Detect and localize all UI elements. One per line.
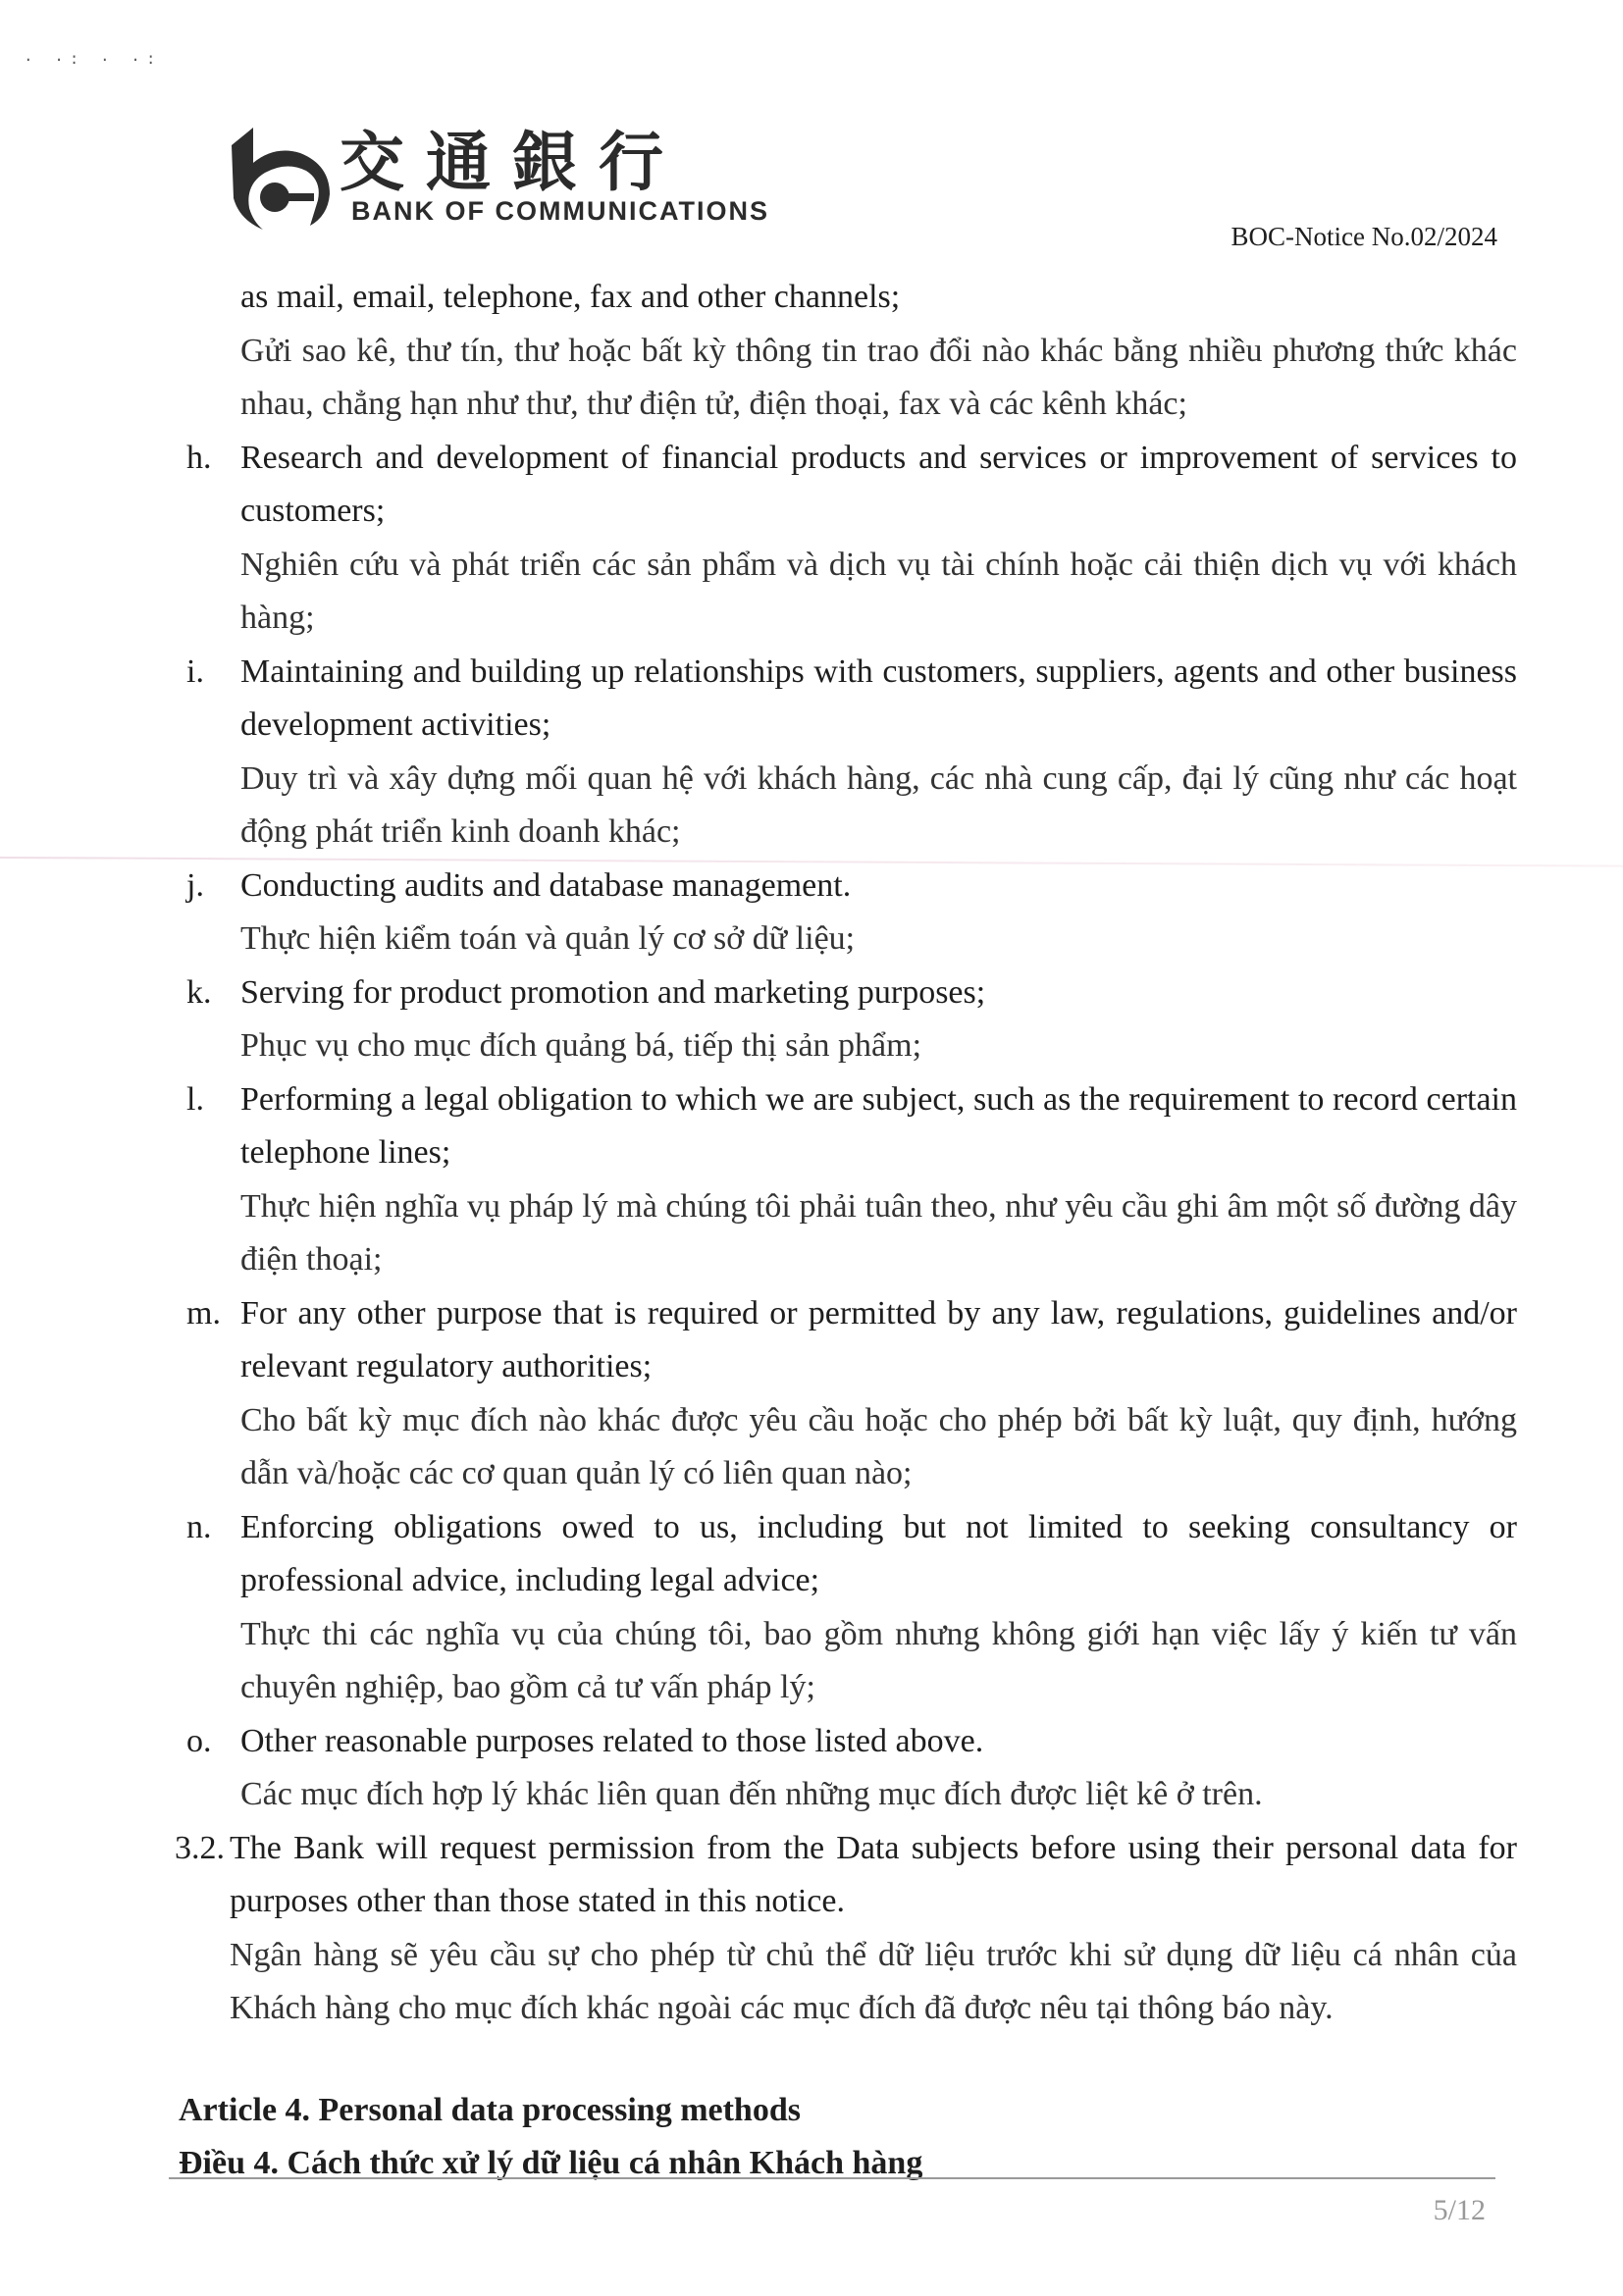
item-text-vi: Thực hiện kiểm toán và quản lý cơ sở dữ liệu;	[240, 920, 856, 957]
item-text-en: Performing a legal obligation to which we are subject, such as the requirement to record certain telephone lines;	[240, 1080, 1517, 1171]
article-title-en: Article 4. Personal data processing methods	[179, 2092, 801, 2128]
item-text-en: Other reasonable purposes related to those listed above.	[240, 1722, 984, 1759]
list-item	[186, 646, 1517, 860]
item-text-en: Serving for product promotion and marketing purposes;	[240, 973, 986, 1011]
bank-of-communications-emblem-icon	[224, 124, 337, 232]
list-item	[186, 1287, 1517, 1501]
list-marker: j.	[186, 866, 204, 904]
logo-english-name: BANK OF COMMUNICATIONS	[351, 196, 769, 226]
item-text-en: Research and development of financial products and services or improvement of services to customers;	[240, 439, 1517, 529]
item-text-vi: Gửi sao kê, thư tín, thư hoặc bất kỳ thông tin trao đổi nào khác bằng nhiều phương thức khác nhau, chẳng hạn như thư, thư điện tử, điện thoại, fax và các kênh khác;	[240, 332, 1517, 422]
item-text-en: Conducting audits and database management.	[240, 866, 852, 904]
section-text-en: The Bank will request permission from the Data subjects before using their personal data for purposes other than those stated in this notice.	[230, 1829, 1517, 1919]
list-marker: l.	[186, 1080, 204, 1118]
continuation-item-g	[186, 271, 1517, 432]
list-item	[186, 1501, 1517, 1715]
item-text-en: Enforcing obligations owed to us, including but not limited to seeking consultancy or professional advice, including legal advice;	[240, 1508, 1517, 1598]
article-4-heading	[179, 2084, 922, 2190]
item-text-vi: Phục vụ cho mục đích quảng bá, tiếp thị sản phẩm;	[240, 1027, 922, 1064]
bank-logo	[224, 124, 989, 232]
item-text-vi: Duy trì và xây dựng mối quan hệ với khách hàng, các nhà cung cấp, đại lý cũng như các hoạt động phát triển kinh doanh khác;	[240, 759, 1517, 850]
list-marker: o.	[186, 1722, 212, 1759]
list-marker: n.	[186, 1508, 212, 1545]
page-number: 5/12	[1433, 2194, 1486, 2226]
list-item	[186, 860, 1517, 966]
list-item	[186, 966, 1517, 1073]
item-text-en: For any other purpose that is required or permitted by any law, regulations, guidelines and/or relevant regulatory authorities;	[240, 1294, 1517, 1384]
section-3-2	[175, 1822, 1517, 2036]
footer-divider	[169, 2177, 1495, 2179]
item-text-en: Maintaining and building up relationships with customers, suppliers, agents and other business development activities;	[240, 652, 1517, 743]
list-item	[186, 1715, 1517, 1822]
notice-number: BOC-Notice No.02/2024	[1230, 222, 1497, 251]
section-text-vi: Ngân hàng sẽ yêu cầu sự cho phép từ chủ thể dữ liệu trước khi sử dụng dữ liệu cá nhân của Khách hàng cho mục đích khác ngoài các mục đích đã được nêu tại thông báo này.	[230, 1936, 1517, 2026]
list-marker: h.	[186, 439, 212, 476]
section-number: 3.2.	[175, 1829, 225, 1866]
item-text-vi: Các mục đích hợp lý khác liên quan đến những mục đích được liệt kê ở trên.	[240, 1776, 1263, 1812]
document-body	[175, 271, 1517, 2036]
list-item	[186, 1073, 1517, 1287]
item-text-vi: Thực hiện nghĩa vụ pháp lý mà chúng tôi phải tuân theo, như yêu cầu ghi âm một số đường dây điện thoại;	[240, 1187, 1517, 1278]
list-marker: k.	[186, 973, 212, 1011]
list-marker: m.	[186, 1294, 221, 1331]
item-text-vi: Thực thi các nghĩa vụ của chúng tôi, bao gồm nhưng không giới hạn việc lấy ý kiến tư vấn chuyên nghiệp, bao gồm cả tư vấn pháp lý;	[240, 1615, 1517, 1705]
item-text-en: as mail, email, telephone, fax and other channels;	[240, 279, 901, 315]
scan-artifact-marks: · ·: · ·:	[24, 51, 162, 69]
logo-chinese-name: 交通銀行	[340, 124, 685, 200]
list-item	[186, 432, 1517, 646]
article-title-vi: Điều 4. Cách thức xử lý dữ liệu cá nhân Khách hàng	[179, 2145, 923, 2181]
item-text-vi: Nghiên cứu và phát triển các sản phẩm và dịch vụ tài chính hoặc cải thiện dịch vụ với khách hàng;	[240, 546, 1517, 636]
item-text-vi: Cho bất kỳ mục đích nào khác được yêu cầu hoặc cho phép bởi bất kỳ luật, quy định, hướng dẫn và/hoặc các cơ quan quản lý có liên quan nào;	[240, 1401, 1517, 1491]
list-marker: i.	[186, 652, 204, 690]
